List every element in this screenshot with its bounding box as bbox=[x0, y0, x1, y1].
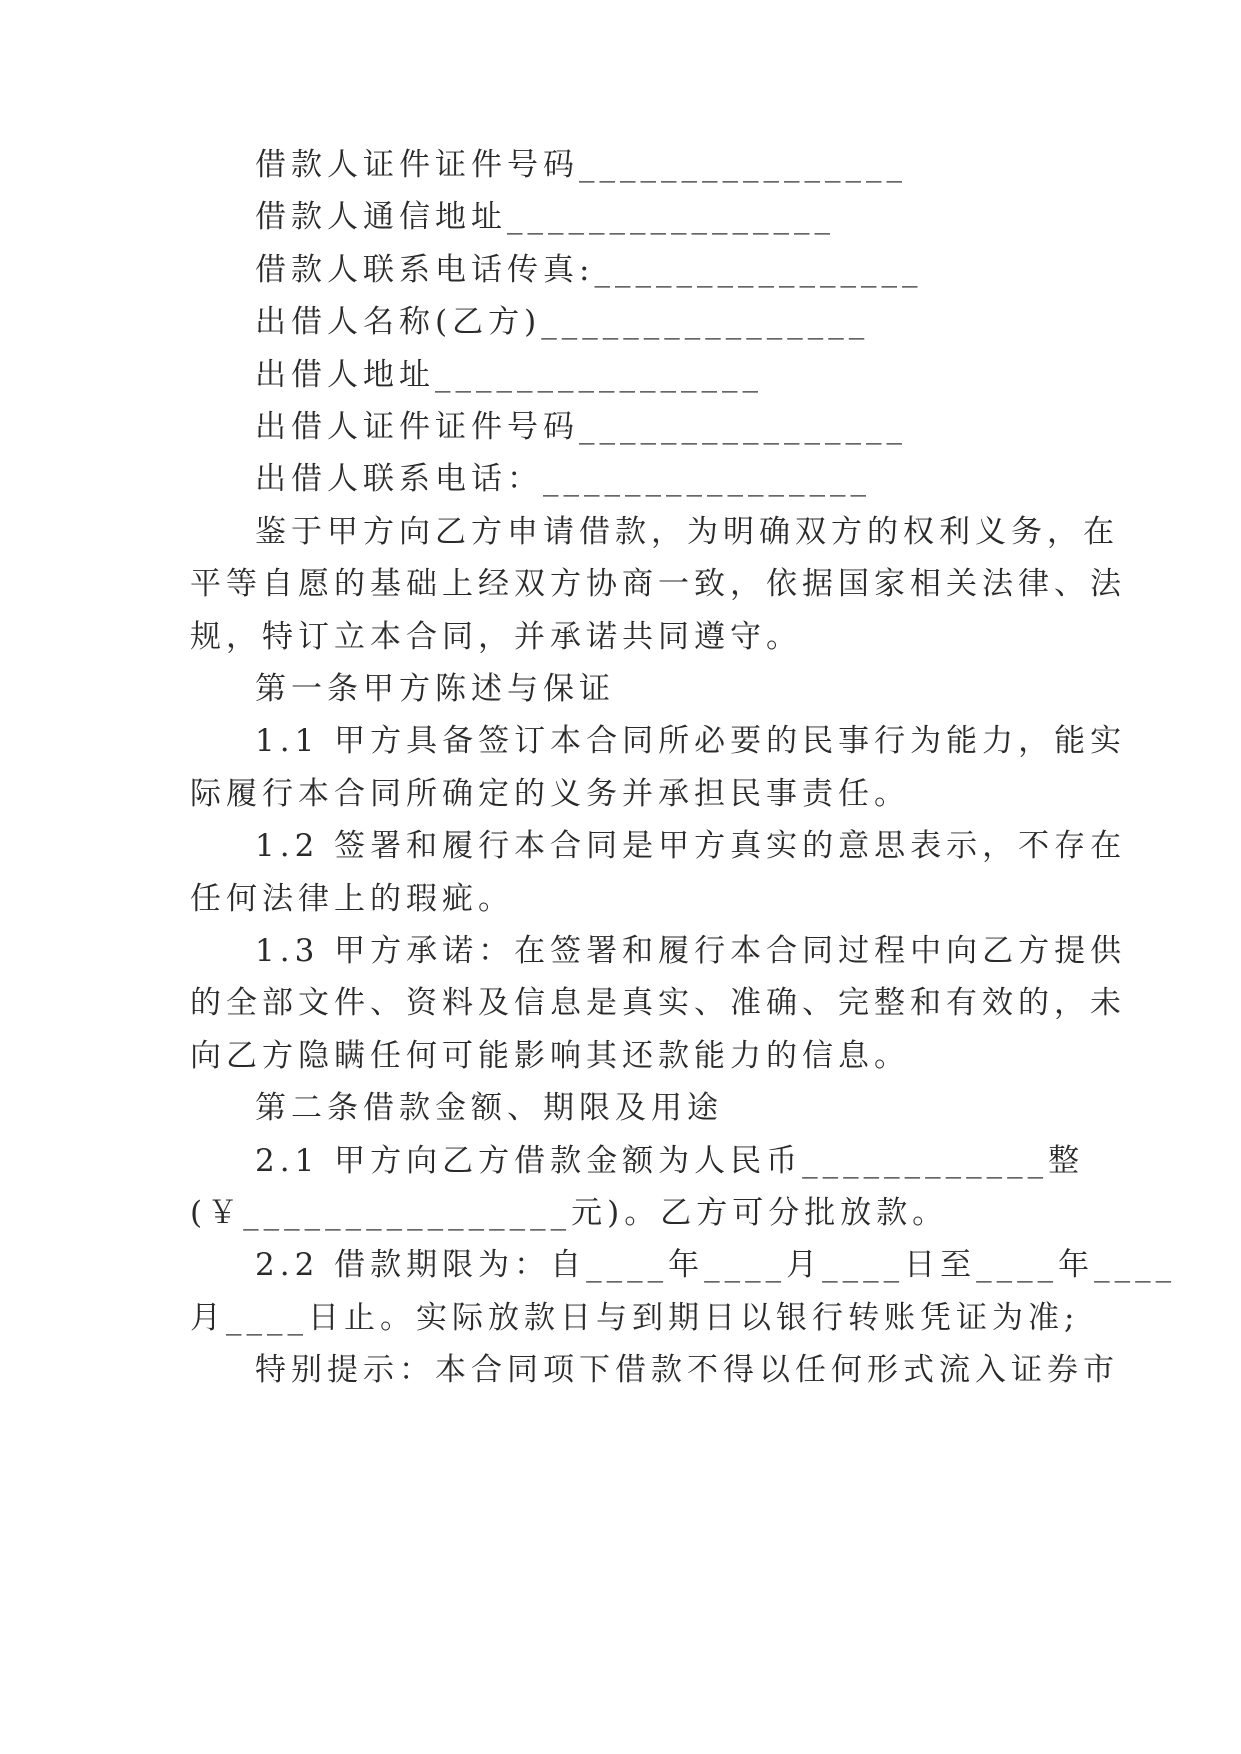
document-line: 向乙方隐瞒任何可能影响其还款能力的信息。 bbox=[190, 1037, 910, 1074]
document-line: 借款人联系电话传真:________________ bbox=[255, 251, 923, 288]
document-line: 出借人证件证件号码________________ bbox=[255, 409, 907, 445]
document-line: 的全部文件、资料及信息是真实、准确、完整和有效的，未 bbox=[190, 985, 1126, 1022]
document-line: 出借人联系电话：________________ bbox=[255, 461, 871, 498]
document-line: 借款人通信地址________________ bbox=[255, 199, 835, 236]
document-line: 出借人名称(乙方)________________ bbox=[255, 304, 870, 341]
document-line: 际履行本合同所确定的义务并承担民事责任。 bbox=[190, 775, 910, 812]
document-line: 平等自愿的基础上经双方协商一致，依据国家相关法律、法 bbox=[190, 566, 1126, 603]
document-line: 借款人证件证件号码________________ bbox=[255, 147, 907, 183]
document-line: 2.2 借款期限为：自____年____月____日至____年____ bbox=[255, 1247, 1177, 1284]
document-line: (￥________________元)。乙方可分批放款。 bbox=[190, 1195, 949, 1231]
document-line: 1.3 甲方承诺：在签署和履行本合同过程中向乙方提供 bbox=[255, 933, 1127, 969]
document-line: 1.2 签署和履行本合同是甲方真实的意思表示，不存在 bbox=[255, 828, 1127, 865]
document-line: 1.1 甲方具备签订本合同所必要的民事行为能力，能实 bbox=[255, 723, 1127, 760]
document-line: 鉴于甲方向乙方申请借款，为明确双方的权利义务，在 bbox=[255, 513, 1119, 550]
document-line: 任何法律上的瑕疵。 bbox=[190, 880, 514, 917]
document-line: 第二条借款金额、期限及用途 bbox=[255, 1090, 723, 1127]
document-line: 2.1 甲方向乙方借款金额为人民币____________整 bbox=[255, 1142, 1085, 1179]
document-line: 特别提示：本合同项下借款不得以任何形式流入证券市 bbox=[255, 1352, 1119, 1389]
document-line: 月____日止。实际放款日与到期日以银行转账凭证为准; bbox=[190, 1299, 1080, 1336]
document-line: 规，特订立本合同，并承诺共同遵守。 bbox=[190, 618, 802, 655]
document-line: 第一条甲方陈述与保证 bbox=[255, 671, 615, 707]
document-line: 出借人地址________________ bbox=[255, 356, 763, 393]
